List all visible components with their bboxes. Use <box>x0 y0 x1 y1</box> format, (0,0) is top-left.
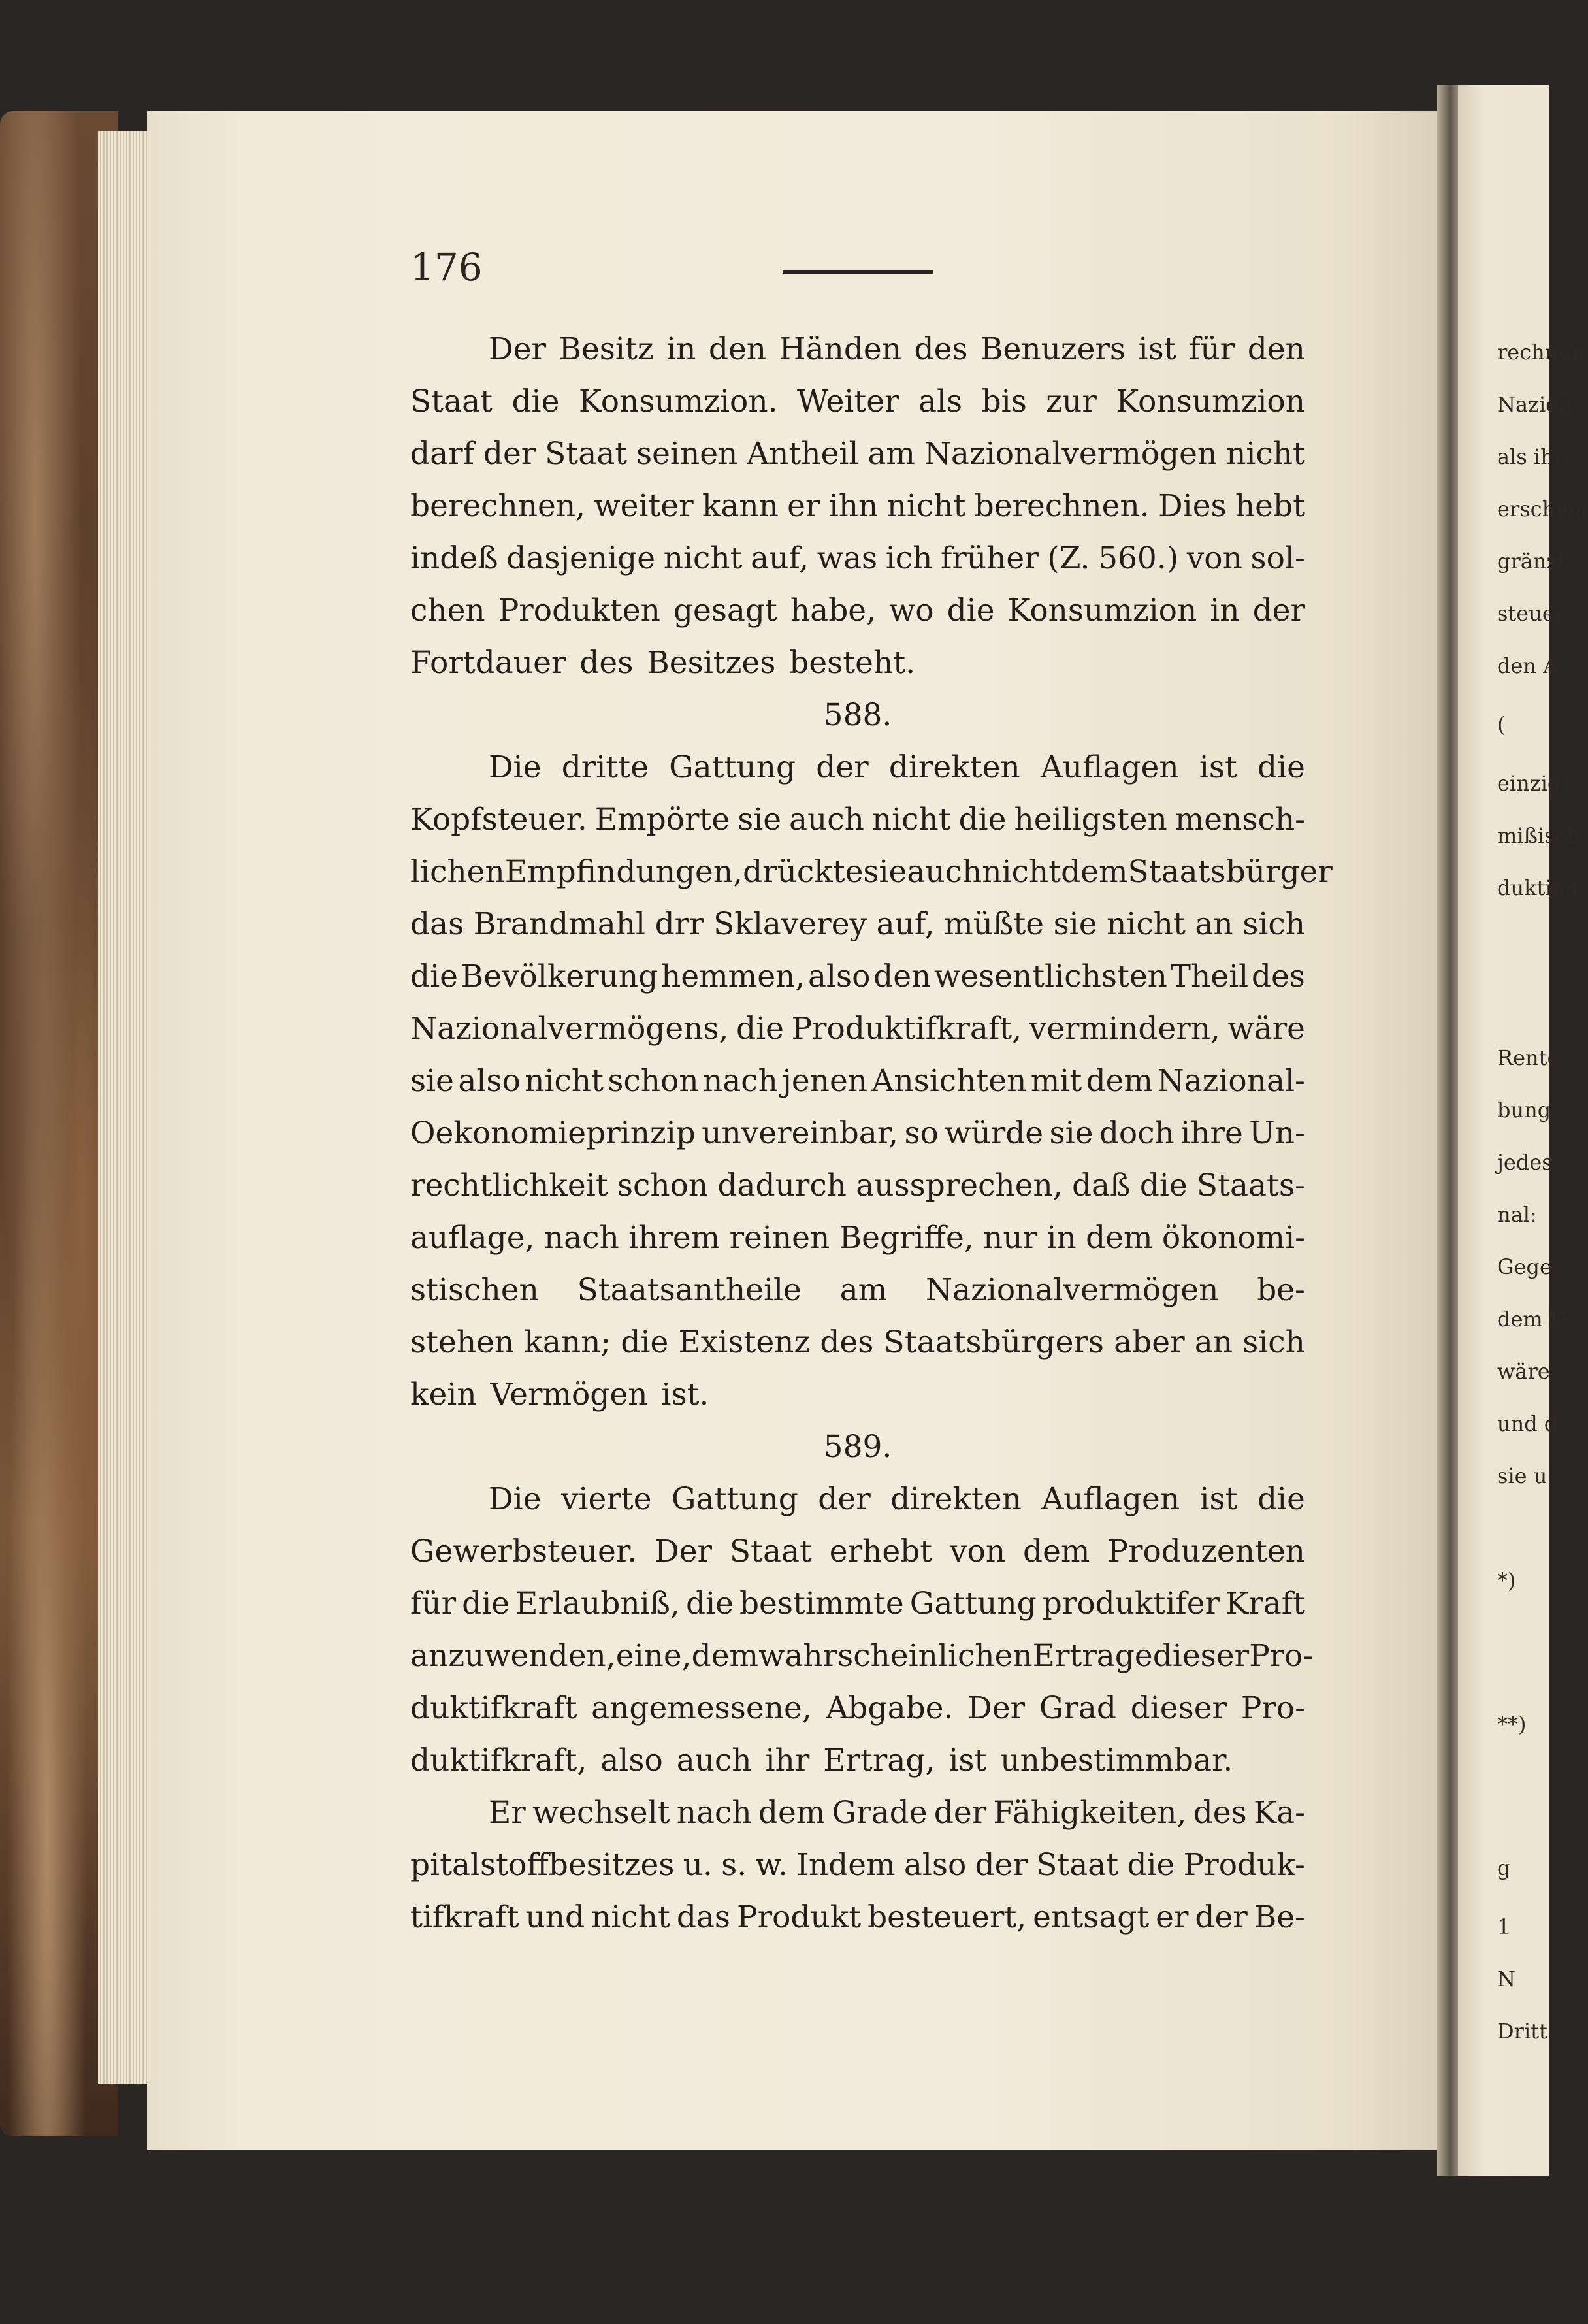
text-line: Der Besitz in den Händen des Benuzers ist für den <box>489 331 1305 367</box>
section-number: 589. <box>823 1429 892 1465</box>
text-line: berechnen, weiter kann er ihn nicht berechnen. Dies hebt <box>410 488 1305 524</box>
text-line: Kopfsteuer. Empörte sie auch nicht die heiligsten mensch- <box>410 802 1305 838</box>
text-line: indeß dasjenige nicht auf, was ich früher (Z. 560.) von sol- <box>410 540 1305 576</box>
facing-page-fragment: N <box>1497 1967 1515 1991</box>
facing-page-fragment: gränzt <box>1497 549 1566 574</box>
facing-page-fragment: jedes <box>1497 1150 1553 1175</box>
header-rule <box>783 270 933 274</box>
facing-page-fragment: g <box>1497 1856 1511 1880</box>
facing-page-fragment: Rente <box>1497 1045 1560 1070</box>
text-line: pitalstoffbesitzes u. s. w. Indem also der Staat die Produk- <box>410 1847 1305 1883</box>
facing-page-fragment: 1 <box>1497 1914 1511 1939</box>
page-number: 176 <box>410 245 483 289</box>
facing-page-fragment: als ihr <box>1497 444 1564 469</box>
text-line: anzuwenden, eine, dem wahrscheinlichen Ertrage dieser Pro- <box>410 1638 1314 1674</box>
facing-page-fragment: Dritt <box>1497 2019 1547 2044</box>
facing-page-fragment: *) <box>1497 1568 1516 1593</box>
text-line: Nazionalvermögens, die Produktifkraft, vermindern, wäre <box>410 1011 1305 1047</box>
text-line: das Brandmahl drr Sklaverey auf, müßte sie nicht an sich <box>410 906 1305 942</box>
facing-page-fragment: ( <box>1497 712 1506 737</box>
text-line: duktifkraft angemessene, Abgabe. Der Grad dieser Pro- <box>410 1690 1305 1726</box>
text-line: chen Produkten gesagt habe, wo die Konsumzion in der <box>410 593 1305 629</box>
text-line: Gewerbsteuer. Der Staat erhebt von dem Produzenten <box>410 1533 1305 1569</box>
facing-page-fragment: Gege <box>1497 1254 1552 1279</box>
text-line: Er wechselt nach dem Grade der Fähigkeiten, des Ka- <box>489 1795 1305 1831</box>
page-body <box>410 323 1333 1944</box>
page-edges <box>98 131 150 2084</box>
section-number: 588. <box>823 697 892 733</box>
text-line: lichen Empfindungen, drückte sie auch nicht dem Staatsbürger <box>410 854 1333 890</box>
facing-page-fragment: sie u <box>1497 1464 1547 1488</box>
facing-page-fragment: **) <box>1497 1712 1527 1737</box>
text-line: stehen kann; die Existenz des Staatsbürgers aber an sich <box>410 1324 1305 1360</box>
facing-page-fragment: mißisch <box>1497 823 1581 848</box>
text-line: rechtlichkeit schon dadurch aussprechen, daß die Staats- <box>410 1168 1305 1203</box>
facing-page <box>1458 85 1588 2176</box>
text-line: für die Erlaubniß, die bestimmte Gattung produktifer Kraft <box>410 1586 1305 1622</box>
facing-page-fragment: steuer. <box>1497 601 1569 626</box>
facing-page-fragment: erschien <box>1497 497 1588 521</box>
facing-page-fragment: den A <box>1497 653 1559 678</box>
text-line: duktifkraft, also auch ihr Ertrag, ist unbestimmbar. <box>410 1743 1233 1778</box>
facing-page-fragment: duktion <box>1497 876 1578 900</box>
facing-page-fragment: wäre. <box>1497 1359 1557 1384</box>
facing-page-fragment: bung <box>1497 1098 1551 1122</box>
text-line: Die dritte Gattung der direkten Auflagen ist die <box>489 749 1305 785</box>
text-line: tifkraft und nicht das Produkt besteuert, entsagt er der Be- <box>410 1899 1305 1935</box>
text-line: Oekonomieprinzip unvereinbar, so würde sie doch ihre Un- <box>410 1115 1305 1151</box>
facing-page-fragment: einzig <box>1497 771 1561 796</box>
text-line: auflage, nach ihrem reinen Begriffe, nur in dem ökonomi- <box>410 1220 1305 1256</box>
text-line: Die vierte Gattung der direkten Auflagen ist die <box>489 1481 1305 1517</box>
text-line: darf der Staat seinen Antheil am Nazionalvermögen nicht <box>410 436 1305 472</box>
facing-page-fragment: Nazion <box>1497 392 1572 417</box>
text-line: sie also nicht schon nach jenen Ansichten mit dem Nazional- <box>410 1063 1305 1099</box>
text-line: stischen Staatsantheile am Nazionalvermögen be- <box>410 1272 1305 1308</box>
text-line: die Bevölkerung hemmen, also den wesentlichsten Theil des <box>410 958 1305 994</box>
facing-page-fragment: dem D <box>1497 1307 1566 1332</box>
text-line: Fortdauer des Besitzes besteht. <box>410 645 916 681</box>
text-line: Staat die Konsumzion. Weiter als bis zur Konsumzion <box>410 384 1305 419</box>
page-header <box>410 245 1325 289</box>
text-line: kein Vermögen ist. <box>410 1377 709 1413</box>
facing-page-fragment: rechnun <box>1497 340 1585 365</box>
facing-page-fragment: und d <box>1497 1411 1558 1436</box>
facing-page-fragment: nal: <box>1497 1202 1537 1227</box>
